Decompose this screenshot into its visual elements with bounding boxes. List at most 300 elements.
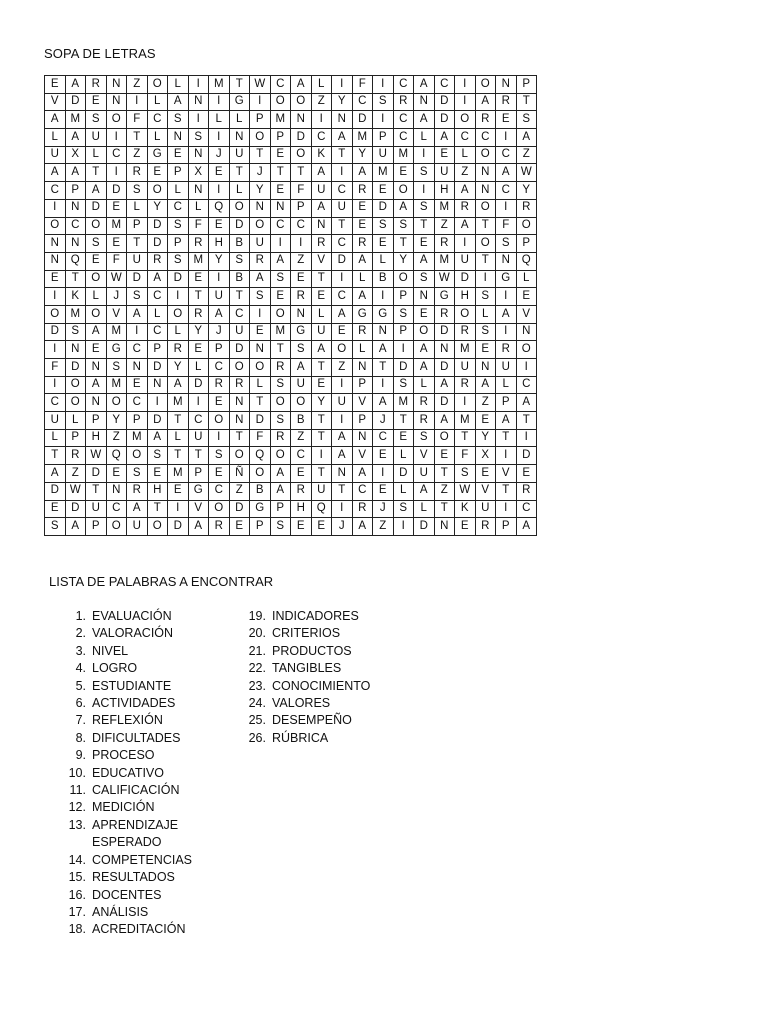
grid-cell: A bbox=[393, 199, 414, 217]
grid-cell: U bbox=[45, 412, 66, 430]
grid-cell: C bbox=[229, 305, 250, 323]
grid-cell: D bbox=[86, 465, 107, 483]
grid-cell: R bbox=[250, 252, 271, 270]
grid-cell: L bbox=[86, 288, 107, 306]
grid-cell: R bbox=[127, 164, 148, 182]
word-text: DOCENTES bbox=[92, 887, 162, 902]
grid-cell: T bbox=[434, 500, 455, 518]
grid-cell: S bbox=[373, 93, 394, 111]
grid-cell: C bbox=[45, 394, 66, 412]
grid-cell: L bbox=[475, 305, 496, 323]
grid-cell: D bbox=[229, 500, 250, 518]
grid-cell: M bbox=[434, 252, 455, 270]
grid-cell: I bbox=[106, 164, 127, 182]
grid-cell: Z bbox=[127, 76, 148, 94]
grid-cell: S bbox=[168, 252, 189, 270]
grid-cell: C bbox=[209, 482, 230, 500]
grid-cell: N bbox=[291, 305, 312, 323]
grid-cell: A bbox=[147, 270, 168, 288]
word-list-item bbox=[62, 852, 232, 869]
grid-cell: I bbox=[168, 500, 189, 518]
grid-cell: U bbox=[45, 146, 66, 164]
grid-cell: L bbox=[516, 270, 537, 288]
grid-cell: S bbox=[414, 164, 435, 182]
grid-cell: Y bbox=[147, 199, 168, 217]
grid-cell: S bbox=[496, 235, 517, 253]
grid-cell: A bbox=[516, 129, 537, 147]
grid-cell: A bbox=[414, 111, 435, 129]
grid-cell: D bbox=[516, 447, 537, 465]
grid-cell: Q bbox=[250, 447, 271, 465]
word-list-item bbox=[62, 712, 232, 729]
grid-cell: O bbox=[45, 305, 66, 323]
grid-cell: N bbox=[229, 412, 250, 430]
grid-cell: L bbox=[496, 376, 517, 394]
grid-cell: E bbox=[147, 465, 168, 483]
grid-cell: N bbox=[229, 394, 250, 412]
grid-cell: L bbox=[45, 429, 66, 447]
grid-cell: N bbox=[311, 217, 332, 235]
word-text: APRENDIZAJE ESPERADO bbox=[92, 817, 179, 850]
grid-cell: C bbox=[332, 182, 353, 200]
word-text: EDUCATIVO bbox=[92, 765, 164, 780]
word-list-item bbox=[62, 887, 232, 904]
grid-cell: A bbox=[475, 93, 496, 111]
grid-cell: R bbox=[127, 482, 148, 500]
grid-cell: S bbox=[414, 429, 435, 447]
word-text: DIFICULTADES bbox=[92, 730, 181, 745]
word-text: PRODUCTOS bbox=[272, 643, 352, 658]
grid-cell: I bbox=[373, 288, 394, 306]
word-list-item bbox=[242, 608, 412, 625]
grid-cell: T bbox=[127, 129, 148, 147]
word-list-column-1 bbox=[62, 608, 232, 939]
grid-cell: O bbox=[86, 270, 107, 288]
grid-cell: Z bbox=[291, 429, 312, 447]
grid-cell: I bbox=[168, 288, 189, 306]
word-text: EVALUACIÓN bbox=[92, 609, 172, 623]
grid-cell: T bbox=[516, 93, 537, 111]
grid-cell: Y bbox=[352, 146, 373, 164]
word-list-item bbox=[242, 678, 412, 695]
grid-cell: O bbox=[86, 305, 107, 323]
grid-cell: A bbox=[168, 376, 189, 394]
grid-cell: O bbox=[106, 111, 127, 129]
grid-cell: S bbox=[65, 323, 86, 341]
grid-cell: R bbox=[209, 376, 230, 394]
grid-cell: O bbox=[291, 146, 312, 164]
grid-cell: C bbox=[127, 394, 148, 412]
grid-cell: T bbox=[65, 270, 86, 288]
grid-cell: A bbox=[373, 341, 394, 359]
grid-cell: Z bbox=[373, 518, 394, 536]
grid-cell: D bbox=[45, 482, 66, 500]
grid-cell: S bbox=[168, 111, 189, 129]
grid-cell: L bbox=[188, 199, 209, 217]
grid-row bbox=[45, 482, 537, 500]
grid-cell: C bbox=[455, 129, 476, 147]
grid-cell: F bbox=[496, 217, 517, 235]
grid-row bbox=[45, 164, 537, 182]
grid-cell: T bbox=[229, 164, 250, 182]
grid-cell: I bbox=[250, 305, 271, 323]
grid-cell: S bbox=[475, 323, 496, 341]
grid-cell: I bbox=[516, 429, 537, 447]
grid-cell: P bbox=[270, 500, 291, 518]
grid-cell: S bbox=[188, 129, 209, 147]
grid-cell: A bbox=[270, 252, 291, 270]
grid-cell: O bbox=[455, 111, 476, 129]
grid-cell: Z bbox=[434, 217, 455, 235]
grid-cell: A bbox=[434, 412, 455, 430]
grid-cell: C bbox=[106, 146, 127, 164]
grid-cell: A bbox=[127, 500, 148, 518]
grid-cell: A bbox=[209, 305, 230, 323]
grid-cell: L bbox=[414, 376, 435, 394]
word-number: 17. bbox=[68, 904, 86, 919]
grid-cell: O bbox=[250, 465, 271, 483]
grid-cell: A bbox=[414, 482, 435, 500]
grid-cell: T bbox=[516, 412, 537, 430]
grid-cell: L bbox=[188, 359, 209, 377]
word-list-title: LISTA DE PALABRAS A ENCONTRAR bbox=[49, 574, 274, 589]
grid-cell: E bbox=[270, 146, 291, 164]
grid-cell: O bbox=[65, 376, 86, 394]
grid-cell: M bbox=[65, 305, 86, 323]
grid-cell: I bbox=[496, 500, 517, 518]
grid-cell: S bbox=[168, 217, 189, 235]
grid-cell: C bbox=[393, 76, 414, 94]
grid-cell: I bbox=[291, 235, 312, 253]
grid-cell: P bbox=[147, 341, 168, 359]
grid-cell: Y bbox=[393, 252, 414, 270]
grid-cell: A bbox=[311, 199, 332, 217]
grid-cell: E bbox=[414, 235, 435, 253]
grid-cell: J bbox=[209, 146, 230, 164]
grid-row bbox=[45, 270, 537, 288]
grid-row bbox=[45, 199, 537, 217]
grid-cell: F bbox=[127, 111, 148, 129]
grid-cell: T bbox=[229, 429, 250, 447]
grid-cell: E bbox=[291, 270, 312, 288]
word-number: 9. bbox=[75, 748, 86, 763]
grid-cell: D bbox=[168, 518, 189, 536]
grid-cell: S bbox=[127, 465, 148, 483]
word-list-item bbox=[62, 695, 232, 712]
grid-cell: Y bbox=[475, 429, 496, 447]
grid-cell: A bbox=[86, 323, 107, 341]
grid-cell: E bbox=[311, 288, 332, 306]
grid-row bbox=[45, 111, 537, 129]
grid-cell: A bbox=[291, 359, 312, 377]
grid-cell: E bbox=[352, 217, 373, 235]
grid-cell: L bbox=[168, 323, 189, 341]
grid-cell: S bbox=[393, 376, 414, 394]
grid-cell: I bbox=[455, 394, 476, 412]
word-number: 3. bbox=[75, 643, 86, 658]
grid-cell: E bbox=[106, 235, 127, 253]
grid-cell: P bbox=[250, 111, 271, 129]
grid-cell: D bbox=[65, 500, 86, 518]
grid-cell: L bbox=[250, 376, 271, 394]
grid-cell: T bbox=[86, 482, 107, 500]
grid-cell: G bbox=[229, 93, 250, 111]
word-text: INDICADORES bbox=[272, 609, 359, 623]
grid-cell: L bbox=[147, 93, 168, 111]
grid-cell: U bbox=[86, 129, 107, 147]
word-text: REFLEXIÓN bbox=[92, 713, 163, 728]
grid-cell: I bbox=[311, 447, 332, 465]
grid-cell: U bbox=[311, 482, 332, 500]
grid-cell: E bbox=[147, 164, 168, 182]
grid-cell: S bbox=[127, 182, 148, 200]
grid-cell: Z bbox=[516, 146, 537, 164]
grid-cell: R bbox=[168, 341, 189, 359]
grid-cell: N bbox=[373, 323, 394, 341]
grid-cell: Ñ bbox=[229, 465, 250, 483]
grid-cell: N bbox=[65, 235, 86, 253]
grid-cell: W bbox=[106, 270, 127, 288]
grid-cell: G bbox=[352, 305, 373, 323]
grid-cell: E bbox=[45, 270, 66, 288]
grid-cell: R bbox=[229, 376, 250, 394]
grid-cell: U bbox=[475, 500, 496, 518]
grid-row bbox=[45, 359, 537, 377]
grid-cell: T bbox=[311, 465, 332, 483]
grid-cell: E bbox=[188, 270, 209, 288]
grid-cell: Q bbox=[311, 500, 332, 518]
grid-cell: F bbox=[188, 217, 209, 235]
grid-cell: B bbox=[373, 270, 394, 288]
grid-cell: E bbox=[373, 482, 394, 500]
grid-cell: P bbox=[250, 518, 271, 536]
word-text: MEDICIÓN bbox=[92, 800, 155, 815]
grid-cell: V bbox=[106, 305, 127, 323]
grid-cell: P bbox=[86, 518, 107, 536]
grid-row bbox=[45, 235, 537, 253]
grid-cell: D bbox=[434, 394, 455, 412]
grid-cell: A bbox=[455, 182, 476, 200]
grid-cell: C bbox=[352, 93, 373, 111]
grid-cell: A bbox=[352, 252, 373, 270]
grid-cell: B bbox=[229, 270, 250, 288]
grid-cell: S bbox=[393, 217, 414, 235]
grid-cell: N bbox=[475, 164, 496, 182]
word-text: NIVEL bbox=[92, 643, 129, 658]
grid-cell: W bbox=[455, 482, 476, 500]
grid-cell: N bbox=[188, 93, 209, 111]
grid-cell: H bbox=[434, 182, 455, 200]
grid-cell: O bbox=[209, 500, 230, 518]
grid-cell: C bbox=[147, 288, 168, 306]
grid-cell: D bbox=[147, 359, 168, 377]
grid-cell: A bbox=[45, 164, 66, 182]
grid-cell: A bbox=[352, 518, 373, 536]
grid-cell: N bbox=[250, 199, 271, 217]
grid-cell: T bbox=[332, 217, 353, 235]
word-number: 5. bbox=[75, 678, 86, 693]
word-list-item bbox=[62, 904, 232, 921]
word-number: 7. bbox=[75, 713, 86, 728]
grid-cell: E bbox=[209, 164, 230, 182]
grid-cell: T bbox=[188, 288, 209, 306]
grid-cell: S bbox=[270, 412, 291, 430]
grid-cell: S bbox=[106, 359, 127, 377]
grid-cell: L bbox=[65, 412, 86, 430]
grid-cell: E bbox=[475, 341, 496, 359]
grid-cell: B bbox=[229, 235, 250, 253]
grid-cell: R bbox=[352, 323, 373, 341]
grid-cell: C bbox=[475, 129, 496, 147]
grid-row bbox=[45, 305, 537, 323]
grid-cell: U bbox=[209, 288, 230, 306]
grid-cell: P bbox=[496, 518, 517, 536]
grid-cell: N bbox=[332, 465, 353, 483]
grid-cell: J bbox=[373, 412, 394, 430]
grid-cell: E bbox=[434, 146, 455, 164]
grid-cell: A bbox=[352, 164, 373, 182]
grid-cell: E bbox=[291, 465, 312, 483]
grid-cell: U bbox=[127, 518, 148, 536]
grid-cell: E bbox=[86, 341, 107, 359]
grid-cell: S bbox=[455, 465, 476, 483]
grid-cell: S bbox=[270, 518, 291, 536]
grid-cell: O bbox=[147, 518, 168, 536]
grid-cell: M bbox=[106, 323, 127, 341]
grid-cell: S bbox=[229, 252, 250, 270]
grid-cell: Q bbox=[65, 252, 86, 270]
grid-cell: T bbox=[475, 217, 496, 235]
grid-row bbox=[45, 412, 537, 430]
grid-cell: I bbox=[455, 235, 476, 253]
grid-cell: D bbox=[168, 270, 189, 288]
grid-cell: I bbox=[393, 518, 414, 536]
grid-cell: H bbox=[291, 500, 312, 518]
grid-cell: I bbox=[455, 93, 476, 111]
grid-cell: I bbox=[373, 465, 394, 483]
grid-cell: H bbox=[455, 288, 476, 306]
grid-cell: A bbox=[434, 129, 455, 147]
grid-cell: T bbox=[45, 447, 66, 465]
word-number: 21. bbox=[248, 643, 266, 658]
grid-cell: T bbox=[311, 412, 332, 430]
grid-cell: A bbox=[45, 465, 66, 483]
grid-cell: I bbox=[147, 394, 168, 412]
grid-cell: P bbox=[393, 323, 414, 341]
grid-cell: C bbox=[393, 111, 414, 129]
grid-row bbox=[45, 341, 537, 359]
grid-cell: J bbox=[332, 518, 353, 536]
grid-cell: D bbox=[188, 376, 209, 394]
grid-cell: R bbox=[516, 482, 537, 500]
grid-cell: B bbox=[250, 482, 271, 500]
grid-cell: T bbox=[168, 447, 189, 465]
grid-cell: I bbox=[45, 341, 66, 359]
grid-cell: D bbox=[291, 129, 312, 147]
word-number: 20. bbox=[248, 626, 266, 641]
grid-cell: E bbox=[250, 323, 271, 341]
grid-cell: F bbox=[45, 359, 66, 377]
grid-cell: O bbox=[516, 341, 537, 359]
grid-cell: C bbox=[147, 111, 168, 129]
grid-cell: U bbox=[455, 359, 476, 377]
grid-cell: A bbox=[373, 394, 394, 412]
grid-cell: M bbox=[65, 111, 86, 129]
grid-cell: P bbox=[373, 129, 394, 147]
grid-cell: R bbox=[270, 359, 291, 377]
grid-cell: T bbox=[332, 482, 353, 500]
grid-cell: I bbox=[332, 270, 353, 288]
grid-cell: N bbox=[332, 111, 353, 129]
grid-cell: E bbox=[45, 76, 66, 94]
grid-cell: O bbox=[229, 359, 250, 377]
grid-cell: U bbox=[250, 235, 271, 253]
grid-row bbox=[45, 129, 537, 147]
grid-cell: L bbox=[229, 111, 250, 129]
grid-cell: A bbox=[65, 76, 86, 94]
grid-cell: O bbox=[168, 305, 189, 323]
grid-cell: M bbox=[168, 465, 189, 483]
grid-cell: L bbox=[352, 270, 373, 288]
grid-cell: I bbox=[332, 412, 353, 430]
grid-cell: N bbox=[45, 252, 66, 270]
grid-cell: I bbox=[332, 76, 353, 94]
word-text: LOGRO bbox=[92, 661, 138, 676]
grid-cell: P bbox=[496, 394, 517, 412]
grid-cell: D bbox=[65, 93, 86, 111]
word-text: ACREDITACIÓN bbox=[92, 922, 186, 937]
grid-cell: D bbox=[434, 323, 455, 341]
grid-cell: U bbox=[291, 376, 312, 394]
grid-cell: C bbox=[352, 482, 373, 500]
word-list-item bbox=[242, 660, 412, 677]
grid-cell: Q bbox=[209, 199, 230, 217]
grid-cell: A bbox=[496, 164, 517, 182]
word-number: 13. bbox=[68, 817, 86, 832]
grid-cell: L bbox=[168, 182, 189, 200]
grid-cell: G bbox=[373, 305, 394, 323]
grid-cell: P bbox=[65, 429, 86, 447]
word-list-item bbox=[242, 643, 412, 660]
grid-cell: E bbox=[373, 182, 394, 200]
grid-cell: N bbox=[188, 182, 209, 200]
grid-cell: J bbox=[373, 500, 394, 518]
grid-cell: V bbox=[352, 447, 373, 465]
grid-cell: P bbox=[188, 465, 209, 483]
grid-cell: D bbox=[434, 93, 455, 111]
grid-cell: P bbox=[168, 235, 189, 253]
grid-cell: C bbox=[106, 500, 127, 518]
grid-cell: E bbox=[270, 288, 291, 306]
word-list-item bbox=[62, 782, 232, 799]
word-number: 6. bbox=[75, 696, 86, 711]
grid-cell: L bbox=[45, 129, 66, 147]
grid-cell: E bbox=[373, 447, 394, 465]
grid-cell: H bbox=[147, 482, 168, 500]
word-list-item bbox=[242, 695, 412, 712]
grid-cell: D bbox=[147, 235, 168, 253]
grid-cell: C bbox=[209, 359, 230, 377]
grid-cell: M bbox=[168, 394, 189, 412]
grid-cell: N bbox=[250, 341, 271, 359]
grid-cell: E bbox=[393, 164, 414, 182]
grid-cell: R bbox=[188, 235, 209, 253]
grid-cell: C bbox=[516, 376, 537, 394]
grid-cell: L bbox=[414, 500, 435, 518]
grid-cell: S bbox=[475, 288, 496, 306]
grid-cell: P bbox=[86, 412, 107, 430]
grid-cell: O bbox=[434, 429, 455, 447]
